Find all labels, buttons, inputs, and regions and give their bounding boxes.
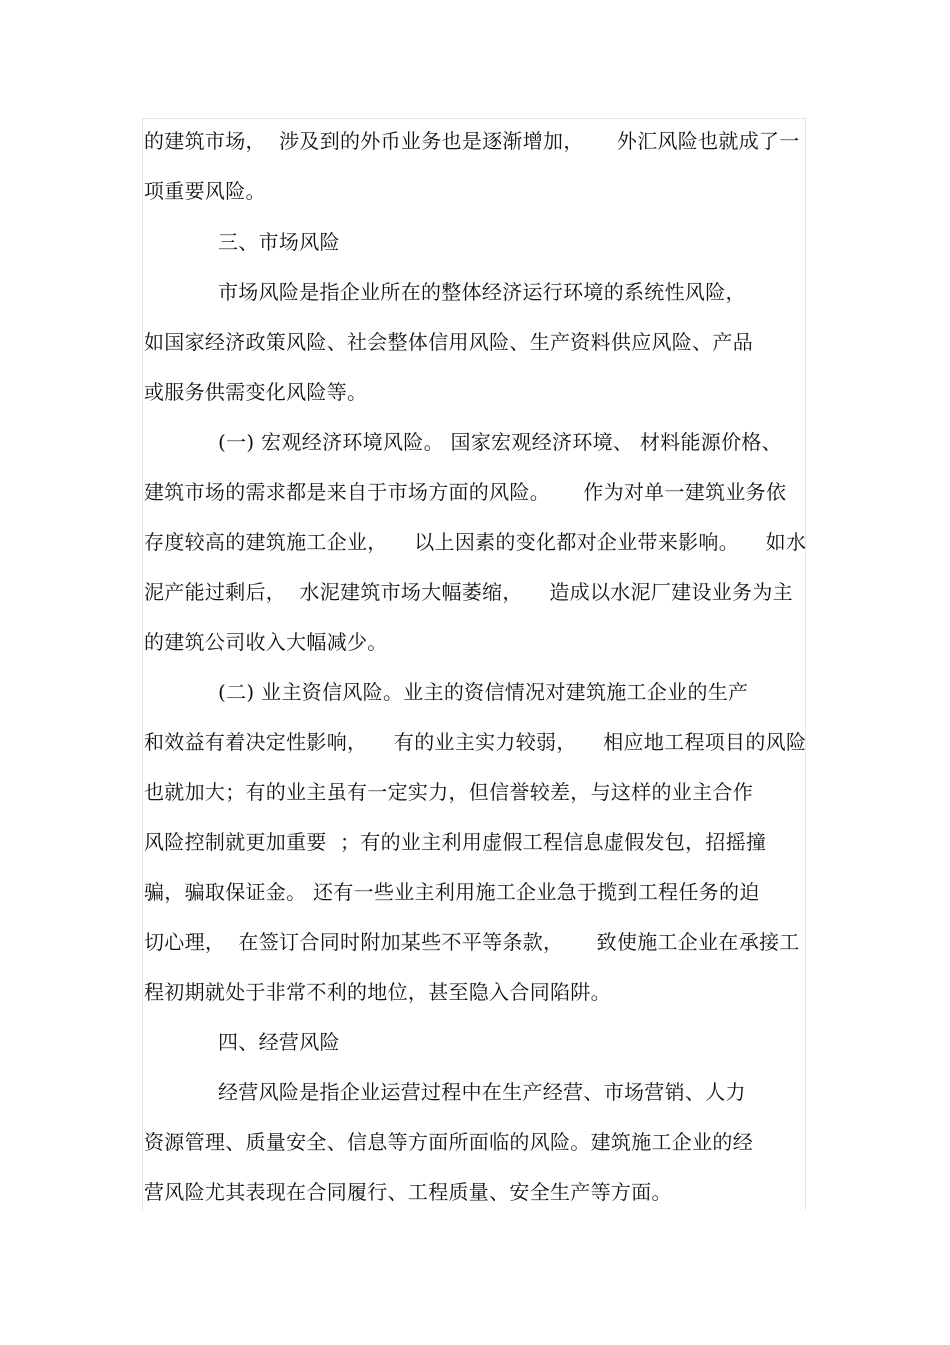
text-line-14: 也就加大；有的业主虽有一定实力，但信誉较差，与这样的业主合作 — [144, 780, 753, 804]
subsection-owner-credit-risk: (二) 业主资信风险。业主的资信情况对建筑施工企业的生产 — [218, 680, 749, 704]
text-line-17: 切心理， 在签订合同时附加某些不平等条款， 致使施工企业在承接工 — [144, 930, 800, 954]
text-line-21: 资源管理、质量安全、信息等方面所面临的风险。建筑施工企业的经 — [144, 1130, 753, 1154]
text-line-16: 骗，骗取保证金。 还有一些业主利用施工企业急于揽到工程任务的迫 — [144, 880, 760, 904]
text-line-11: 的建筑公司收入大幅减少。 — [144, 630, 388, 654]
text-line-10: 泥产能过剩后， 水泥建筑市场大幅萎缩， 造成以水泥厂建设业务为主 — [144, 580, 793, 604]
section-heading-market-risk: 三、市场风险 — [218, 230, 340, 254]
text-line-9: 存度较高的建筑施工企业， 以上因素的变化都对企业带来影响。 如水 — [144, 530, 807, 554]
text-line-15: 风险控制就更加重要 ；有的业主利用虚假工程信息虚假发包，招摇撞 — [144, 830, 767, 854]
text-line-8: 建筑市场的需求都是来自于市场方面的风险。 作为对单一建筑业务依 — [144, 480, 787, 504]
text-line-13: 和效益有着决定性影响， 有的业主实力较弱， 相应地工程项目的风险 — [144, 730, 807, 754]
text-line-6: 或服务供需变化风险等。 — [144, 380, 368, 404]
section-heading-operating-risk: 四、经营风险 — [218, 1030, 340, 1054]
text-line-18: 程初期就处于非常不利的地位，甚至隐入合同陷阱。 — [144, 980, 611, 1004]
text-line-1: 的建筑市场， 涉及到的外币业务也是逐渐增加， 外汇风险也就成了一 — [144, 129, 800, 153]
subsection-macro-risk: (一) 宏观经济环境风险。 国家宏观经济环境、 材料能源价格、 — [218, 430, 782, 454]
text-line-22: 营风险尤其表现在合同履行、工程质量、安全生产等方面。 — [144, 1180, 672, 1204]
text-line-4: 市场风险是指企业所在的整体经济运行环境的系统性风险， — [218, 280, 746, 304]
text-line-5: 如国家经济政策风险、社会整体信用风险、生产资料供应风险、产品 — [144, 330, 753, 354]
text-line-20: 经营风险是指企业运营过程中在生产经营、市场营销、人力 — [218, 1080, 746, 1104]
text-line-2: 项重要风险。 — [144, 179, 266, 203]
